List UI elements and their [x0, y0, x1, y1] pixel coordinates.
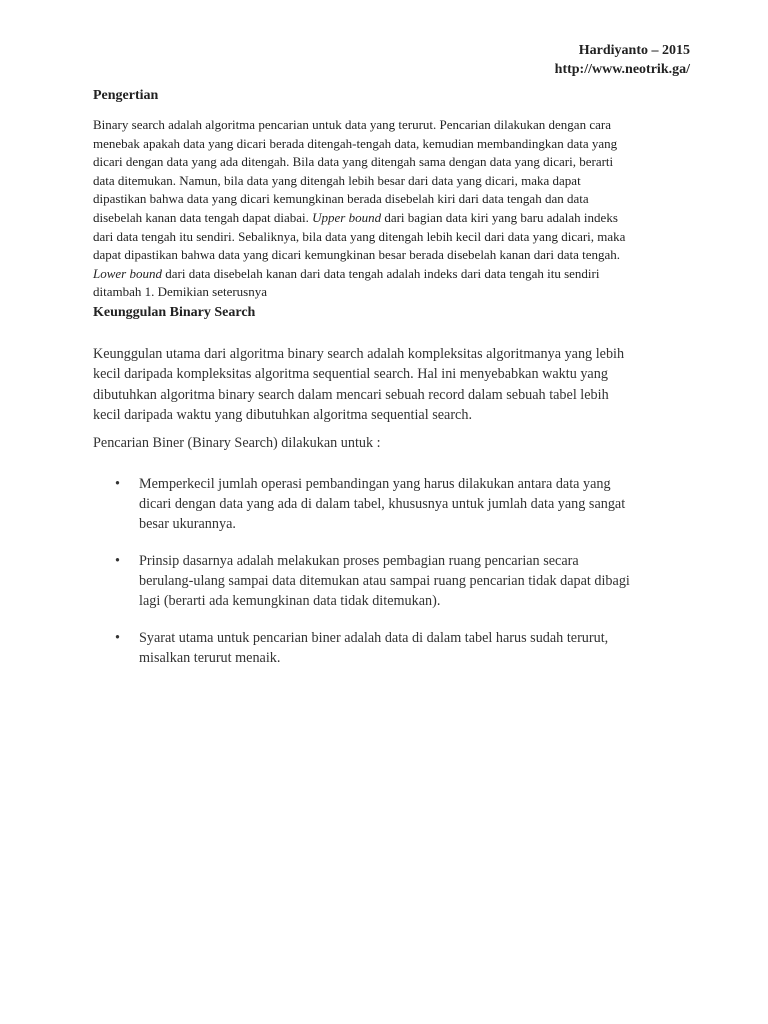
list-item-text: [139, 551, 630, 611]
paragraph-line: kecil daripada kompleksitas algoritma sequential search. Hal ini menyebabkan waktu yang: [93, 366, 608, 383]
text-segment: dicari dengan data yang ada ditengah. Bila data yang ditengah sama dengan data yang dicari, berarti: [93, 154, 614, 170]
paragraph-line: [93, 283, 625, 302]
paragraph-line: [93, 265, 625, 284]
paragraph-line: dibutuhkan algoritma binary search dalam mencari sebuah record dalam sebuah tabel lebih: [93, 386, 609, 403]
list-item-line: besar ukurannya.: [139, 516, 236, 532]
section-heading-keunggulan: Keunggulan Binary Search: [93, 305, 256, 320]
list-item-text: [139, 628, 608, 668]
list-item-line: dicari dengan data yang ada di dalam tabel, khususnya untuk jumlah data yang sangat: [139, 496, 626, 512]
list-item-line: misalkan terurut menaik.: [139, 650, 281, 666]
text-segment: dari bagian data kiri yang baru adalah indeks: [381, 209, 618, 225]
keunggulan-paragraph: [93, 344, 624, 426]
paragraph-line: [93, 172, 625, 191]
list-item-line: lagi (berarti ada kemungkinan data tidak ditemukan).: [139, 593, 441, 609]
paragraph-line: [93, 116, 625, 135]
paragraph-line: [93, 190, 625, 209]
text-segment: dari data disebelah kanan dari data tengah adalah indeks dari data tengah itu sendiri: [161, 265, 600, 281]
list-item-line: Syarat utama untuk pencarian biner adalah data di dalam tabel harus sudah terurut,: [139, 630, 609, 646]
text-segment: data ditemukan. Namun, bila data yang ditengah lebih besar dari data yang dicari, maka dapat: [93, 172, 581, 188]
text-segment: dipastikan bahwa data yang dicari kemungkinan berada disebelah kiri dari data tengah dan data: [93, 191, 589, 207]
paragraph-line: [93, 246, 625, 265]
list-item-line: berulang-ulang sampai data ditemukan atau sampai ruang pencarian tidak dapat dibagi: [139, 573, 630, 589]
intro-line: Pencarian Biner (Binary Search) dilakukan untuk :: [93, 435, 381, 451]
paragraph-line: kecil daripada waktu yang dibutuhkan algoritma sequential search.: [93, 407, 472, 424]
paragraph-line: [93, 153, 625, 172]
paragraph-line: [93, 228, 625, 247]
list-item-text: [139, 474, 625, 534]
list-item-line: Prinsip dasarnya adalah melakukan proses pembagian ruang pencarian secara: [139, 553, 579, 569]
list-item-line: Memperkecil jumlah operasi pembandingan yang harus dilakukan antara data yang: [139, 476, 611, 492]
paragraph-line: [93, 135, 625, 154]
pengertian-paragraph: [93, 116, 625, 302]
text-segment: Binary search adalah algoritma pencarian untuk data yang terurut. Pencarian dilakukan dengan cara: [93, 117, 611, 132]
section-heading-pengertian: Pengertian: [93, 88, 159, 103]
paragraph-line: [93, 209, 625, 228]
text-segment: disebelah kanan data tengah dapat diabai.: [93, 209, 313, 225]
website-url: http://www.neotrik.ga/: [554, 62, 690, 77]
text-segment: dari data tengah itu sendiri. Sebaliknya, bila data yang ditengah lebih kecil dari data yang dicari, maka: [93, 228, 626, 244]
text-segment: dapat dipastikan bahwa data yang dicari kemungkinan besar berada disebelah kanan dari data tengah.: [93, 247, 621, 263]
text-segment: menebak apakah data yang dicari berada ditengah-tengah data, kemudian membandingkan data yang: [93, 135, 618, 151]
paragraph-line: Keunggulan utama dari algoritma binary search adalah kompleksitas algoritmanya yang lebih: [93, 346, 625, 362]
author-year: Hardiyanto – 2015: [578, 43, 690, 58]
italic-term: Lower bound: [93, 265, 162, 281]
bullet-icon: •: [115, 553, 120, 569]
italic-term: Upper bound: [312, 209, 382, 225]
bullet-icon: •: [115, 476, 120, 492]
bullet-icon: •: [115, 630, 120, 646]
text-segment: ditambah 1. Demikian seterusnya: [93, 284, 268, 300]
